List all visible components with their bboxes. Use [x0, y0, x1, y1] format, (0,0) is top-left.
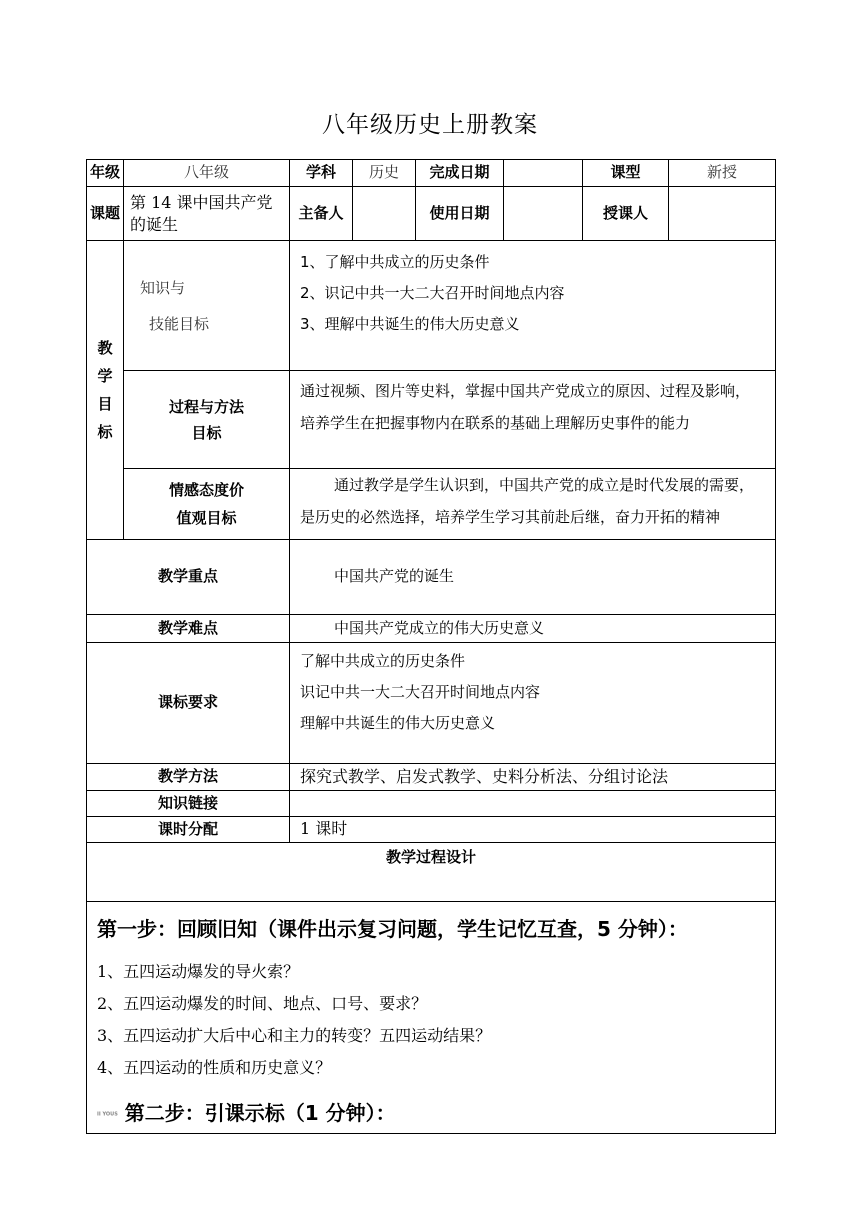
- review-question: 3、五四运动扩大后中心和主力的转变？五四运动结果？: [97, 1026, 492, 1045]
- process-line: 培养学生在把握事物内在联系的基础上理解历史事件的能力: [300, 414, 691, 432]
- complete-date-value: [504, 160, 583, 187]
- complete-date-label: 完成日期: [416, 160, 504, 187]
- review-question: 1、五四运动爆发的导火索？: [97, 962, 300, 981]
- knowledge-item: 2、识记中共一大二大召开时间地点内容: [300, 284, 565, 302]
- process-goal-row: [87, 371, 776, 469]
- knowledge-goal-row: [87, 241, 776, 371]
- key-point-value: 中国共产党的诞生: [290, 540, 776, 615]
- step-2-mark: II YOUS: [97, 1111, 118, 1118]
- links-label: 知识链接: [87, 791, 290, 817]
- knowledge-goal-content: [290, 241, 776, 371]
- emotion-label-line-1: 情感态度价: [169, 481, 245, 499]
- links-row: [87, 791, 776, 817]
- hours-value: 1 课时: [290, 817, 776, 843]
- goal-char-1: 教: [97, 339, 113, 357]
- emotion-line: 通过教学是学生认识到，中国共产党的成立是时代发展的需要，: [334, 476, 755, 494]
- process-label-line-1: 过程与方法: [169, 397, 245, 416]
- method-value: 探究式教学、启发式教学、史料分析法、分组讨论法: [290, 764, 776, 791]
- hours-row: [87, 817, 776, 843]
- step-1-heading: 第一步：回顾旧知（课件出示复习问题，学生记忆互查，5 分钟）：: [97, 917, 688, 941]
- process-line: 通过视频、图片等史料，掌握中国共产党成立的原因、过程及影响，: [300, 382, 751, 400]
- goal-char-2: 学: [97, 367, 113, 385]
- teacher-value: [669, 187, 776, 241]
- process-goal-content: [290, 371, 776, 469]
- design-content: [87, 902, 776, 1134]
- emotion-goal-row: [87, 469, 776, 540]
- review-question: 4、五四运动的性质和历史意义？: [97, 1058, 332, 1077]
- review-question: 2、五四运动爆发的时间、地点、口号、要求？: [97, 994, 428, 1013]
- emotion-goal-content: [290, 469, 776, 540]
- use-date-value: [504, 187, 583, 241]
- teacher-label: 授课人: [583, 187, 669, 241]
- method-row: [87, 764, 776, 791]
- hours-label: 课时分配: [87, 817, 290, 843]
- process-label-line-2: 目标: [191, 423, 222, 442]
- design-title: 教学过程设计: [87, 843, 776, 902]
- grade-value: 八年级: [124, 160, 290, 187]
- difficulty-value: 中国共产党成立的伟大历史意义: [290, 615, 776, 643]
- standards-label: 课标要求: [87, 643, 290, 764]
- lesson-type-label: 课型: [583, 160, 669, 187]
- key-point-row: [87, 540, 776, 615]
- design-content-row: [87, 902, 776, 1134]
- page-title: 八年级历史上册教案: [322, 112, 538, 138]
- header-row-1: [87, 160, 776, 187]
- method-label: 教学方法: [87, 764, 290, 791]
- links-value: [290, 791, 776, 817]
- emotion-label-line-2: 值观目标: [176, 509, 237, 527]
- lesson-plan-table: [86, 159, 776, 1134]
- standards-item: 识记中共一大二大召开时间地点内容: [300, 683, 541, 701]
- topic-value: 第 14 课中国共产党的诞生: [124, 187, 290, 241]
- standards-content: [290, 643, 776, 764]
- difficulty-label: 教学难点: [87, 615, 290, 643]
- difficulty-row: [87, 615, 776, 643]
- goal-char-4: 标: [97, 423, 113, 441]
- key-point-label: 教学重点: [87, 540, 290, 615]
- subject-value: 历史: [353, 160, 416, 187]
- knowledge-goal-label: [124, 241, 290, 371]
- use-date-label: 使用日期: [416, 187, 504, 241]
- step-2-text: 第二步：引课示标（1 分钟）：: [124, 1101, 396, 1125]
- emotion-line: 是历史的必然选择，培养学生学习其前赴后继，奋力开拓的精神: [300, 508, 721, 526]
- emotion-goal-label: [124, 469, 290, 540]
- preparer-value: [353, 187, 416, 241]
- standards-item: 理解中共诞生的伟大历史意义: [300, 714, 496, 732]
- design-title-row: [87, 843, 776, 902]
- grade-label: 年级: [87, 160, 124, 187]
- lesson-type-value: 新授: [669, 160, 776, 187]
- header-row-2: [87, 187, 776, 241]
- standards-item: 了解中共成立的历史条件: [300, 652, 466, 670]
- preparer-label: 主备人: [290, 187, 353, 241]
- subject-label: 学科: [290, 160, 353, 187]
- process-goal-label: [124, 371, 290, 469]
- knowledge-item: 1、了解中共成立的历史条件: [300, 253, 490, 271]
- knowledge-label-line-1: 知识与: [140, 278, 186, 297]
- step-2-heading: [87, 1084, 775, 1128]
- knowledge-item: 3、理解中共诞生的伟大历史意义: [300, 315, 520, 333]
- teaching-goals-label: [87, 241, 124, 540]
- goal-char-3: 目: [97, 395, 113, 413]
- review-question-list: [87, 956, 775, 1084]
- topic-label: 课题: [87, 187, 124, 241]
- standards-row: [87, 643, 776, 764]
- knowledge-label-line-2: 技能目标: [149, 314, 210, 333]
